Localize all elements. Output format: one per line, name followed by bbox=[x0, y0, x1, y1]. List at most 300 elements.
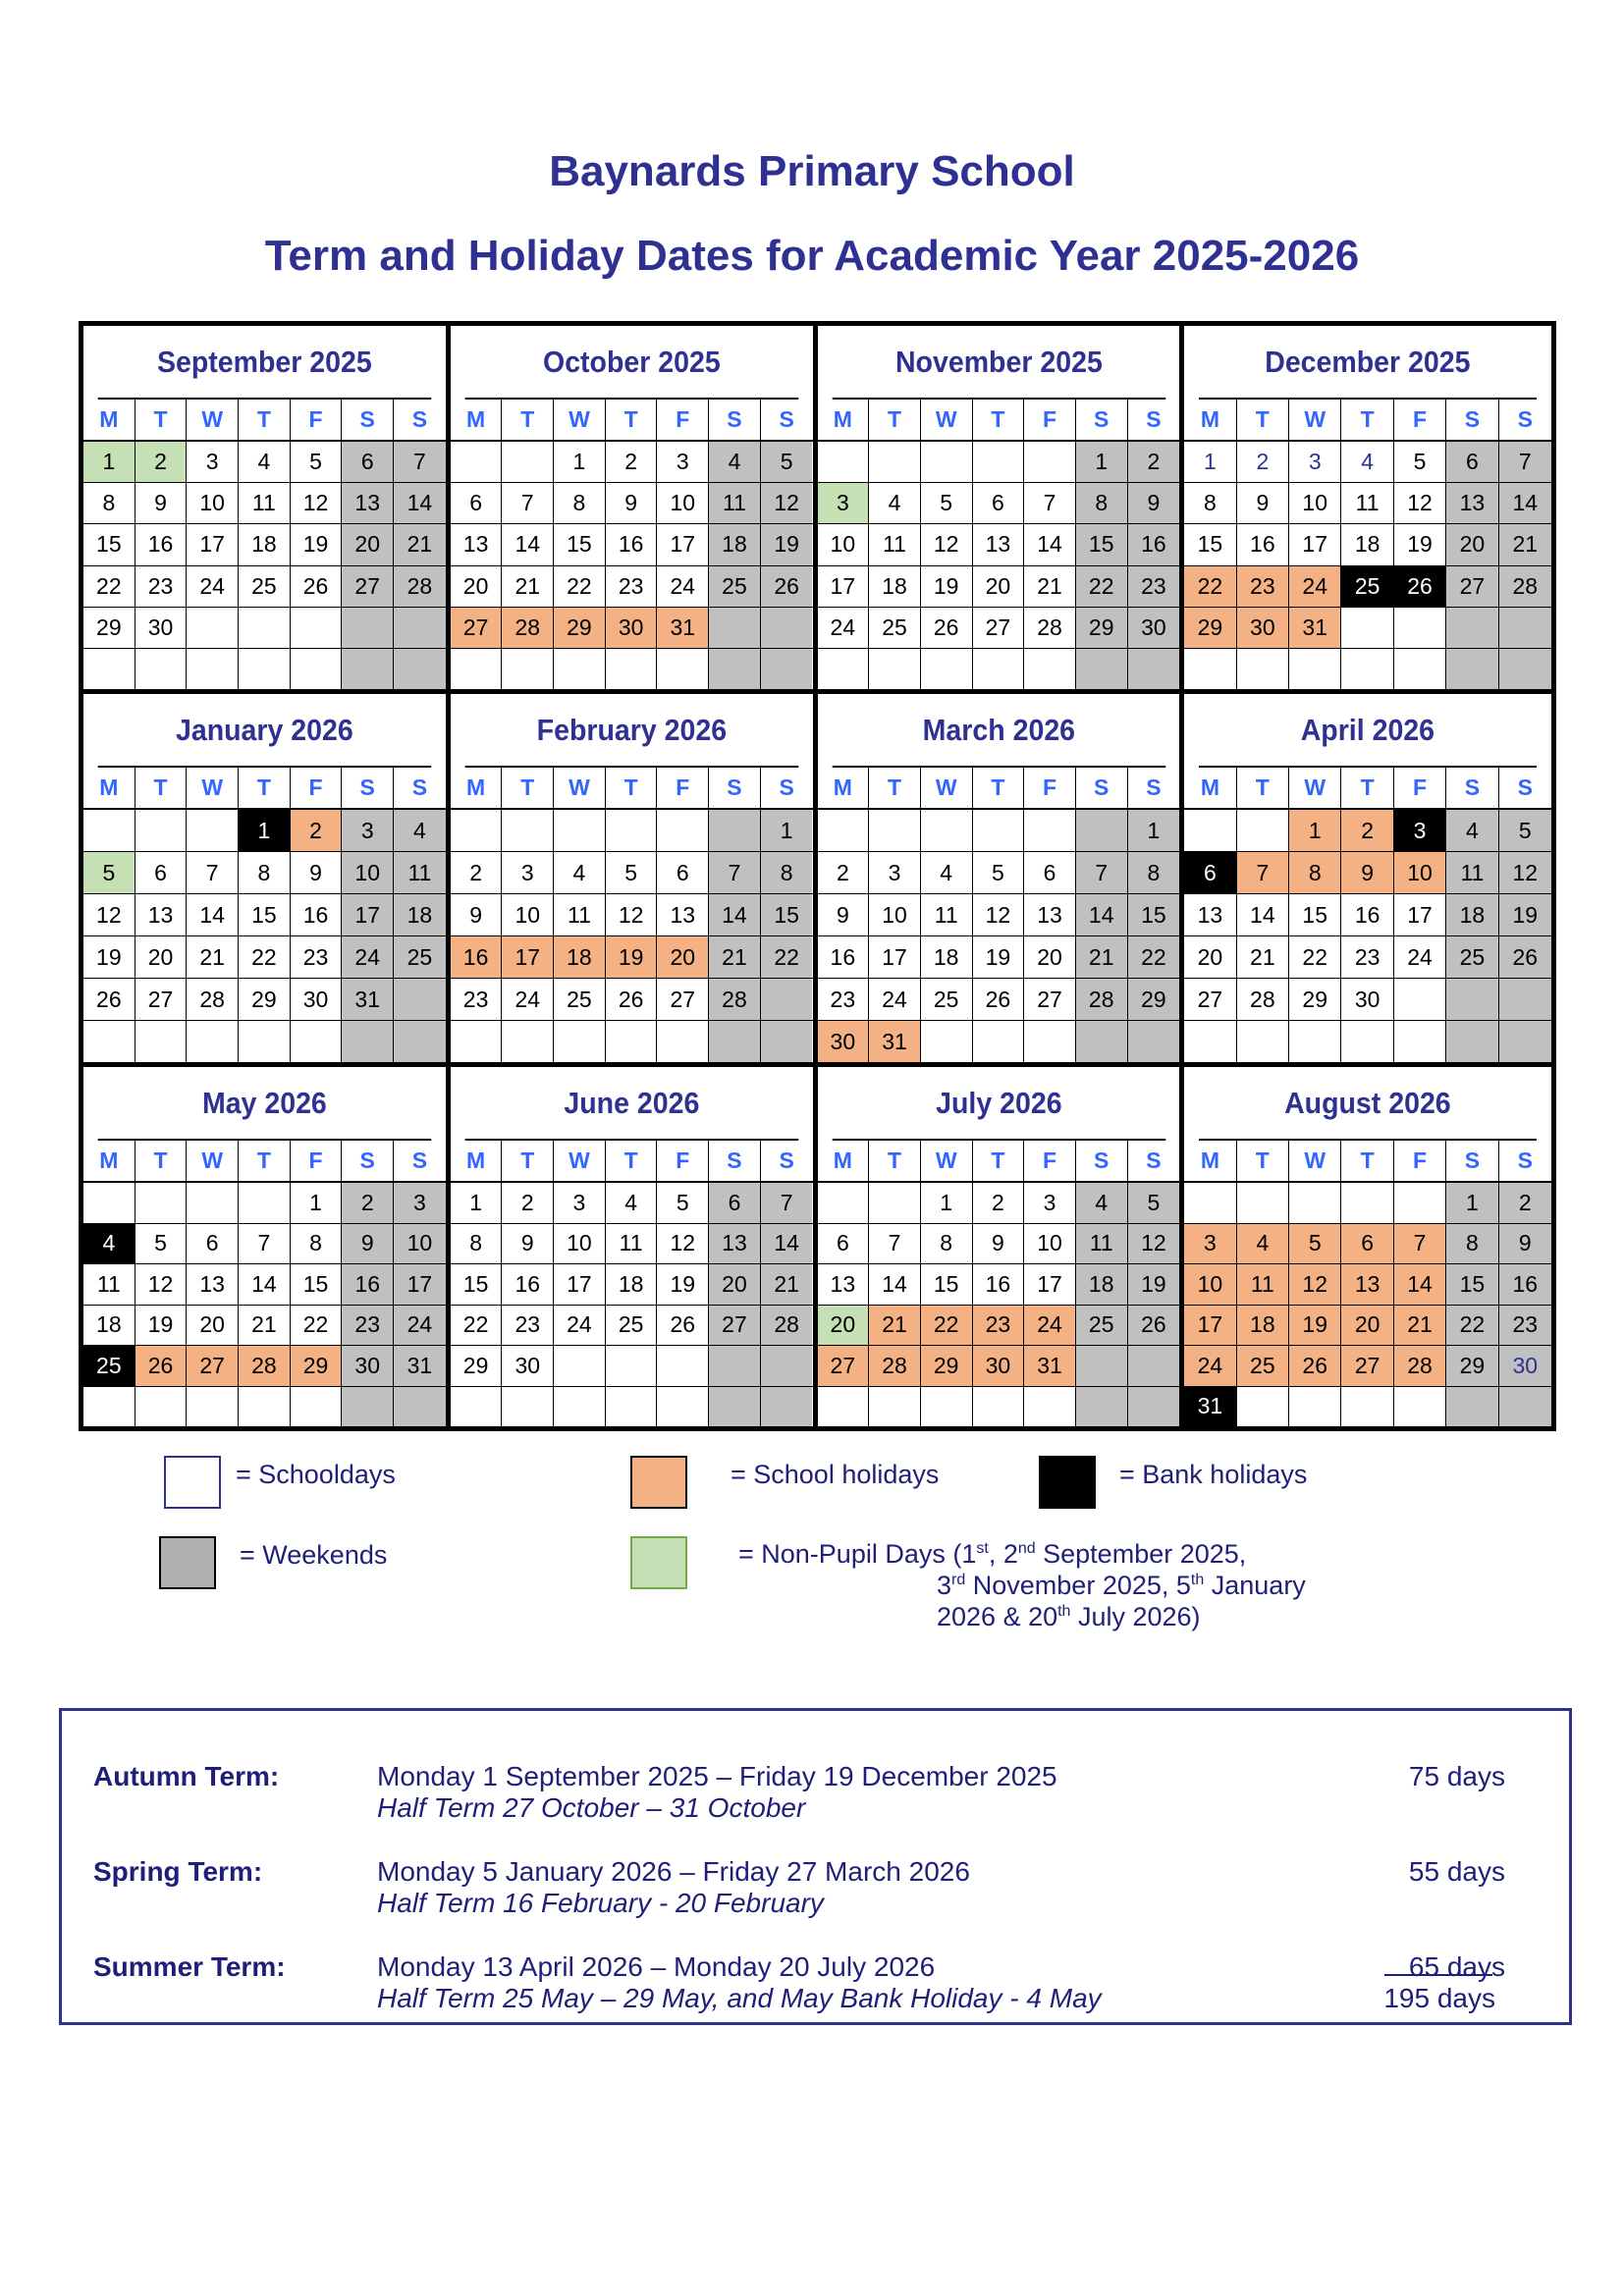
total-days: 195 days bbox=[1383, 1983, 1495, 2013]
week-row bbox=[818, 1387, 1180, 1427]
day-cell: 21 bbox=[239, 1306, 291, 1346]
day-cell bbox=[1446, 979, 1498, 1020]
day-cell: 13 bbox=[1446, 483, 1498, 523]
day-cell: 24 bbox=[869, 979, 921, 1020]
day-cell bbox=[1076, 649, 1128, 689]
day-cell: 14 bbox=[1024, 524, 1076, 564]
weekday-label: T bbox=[606, 400, 658, 440]
day-cell: 31 bbox=[1184, 1387, 1236, 1427]
day-cell: 11 bbox=[1237, 1264, 1289, 1305]
day-cell: 27 bbox=[1341, 1346, 1393, 1386]
day-cell: 16 bbox=[818, 936, 870, 978]
day-cell: 22 bbox=[1446, 1306, 1498, 1346]
day-cell: 3 bbox=[1289, 442, 1341, 482]
day-cell: 10 bbox=[657, 483, 709, 523]
day-cell bbox=[1394, 649, 1446, 689]
legend-holidays-swatch bbox=[630, 1456, 687, 1509]
day-cell: 20 bbox=[342, 524, 394, 564]
month-7 bbox=[1184, 694, 1551, 1067]
weekday-label: S bbox=[342, 1141, 394, 1181]
legend-weekends-swatch bbox=[159, 1536, 216, 1589]
day-cell: 9 bbox=[451, 894, 503, 935]
day-cell: 20 bbox=[818, 1306, 870, 1346]
day-cell: 17 bbox=[1394, 894, 1446, 935]
day-cell: 13 bbox=[187, 1264, 239, 1305]
day-cell: 10 bbox=[394, 1224, 446, 1264]
week-row bbox=[83, 936, 446, 979]
day-cell: 16 bbox=[291, 894, 343, 935]
day-cell: 23 bbox=[502, 1306, 554, 1346]
day-cell: 25 bbox=[1446, 936, 1498, 978]
week-row bbox=[1184, 608, 1551, 649]
day-cell bbox=[869, 1387, 921, 1427]
day-cell: 30 bbox=[342, 1346, 394, 1386]
day-cell: 17 bbox=[554, 1264, 606, 1305]
day-cell: 10 bbox=[1394, 852, 1446, 893]
day-cell: 16 bbox=[1128, 524, 1180, 564]
day-cell: 9 bbox=[973, 1224, 1025, 1264]
day-cell: 28 bbox=[394, 566, 446, 607]
day-cell: 13 bbox=[1024, 894, 1076, 935]
day-cell bbox=[1237, 649, 1289, 689]
day-cell bbox=[1237, 1387, 1289, 1427]
day-cell: 4 bbox=[239, 442, 291, 482]
day-cell: 5 bbox=[135, 1224, 188, 1264]
day-cell: 7 bbox=[1499, 442, 1551, 482]
day-cell bbox=[1394, 1021, 1446, 1062]
month-title: November 2025 bbox=[832, 326, 1164, 400]
day-cell: 16 bbox=[451, 936, 503, 978]
week-row bbox=[83, 1346, 446, 1387]
day-cell: 28 bbox=[502, 608, 554, 648]
day-cell: 3 bbox=[1024, 1183, 1076, 1223]
month-5 bbox=[451, 694, 818, 1067]
weekday-label: F bbox=[657, 400, 709, 440]
day-cell: 22 bbox=[451, 1306, 503, 1346]
weekday-header-row bbox=[1184, 400, 1551, 442]
day-cell: 26 bbox=[1394, 566, 1446, 607]
day-cell: 29 bbox=[1184, 608, 1236, 648]
week-row bbox=[451, 524, 813, 565]
day-cell: 2 bbox=[342, 1183, 394, 1223]
day-cell bbox=[1289, 1387, 1341, 1427]
weekday-label: T bbox=[1341, 400, 1393, 440]
weekday-label: W bbox=[1289, 1141, 1341, 1181]
day-cell: 1 bbox=[1184, 442, 1236, 482]
day-cell: 9 bbox=[1237, 483, 1289, 523]
weekday-label: W bbox=[921, 1141, 973, 1181]
day-cell: 17 bbox=[818, 566, 870, 607]
week-row bbox=[818, 1021, 1180, 1062]
day-cell bbox=[1128, 1021, 1180, 1062]
weekday-label: S bbox=[1446, 768, 1498, 808]
day-cell: 8 bbox=[1446, 1224, 1498, 1264]
day-cell: 29 bbox=[1128, 979, 1180, 1020]
weekday-label: S bbox=[1146, 774, 1162, 800]
day-cell: 26 bbox=[921, 608, 973, 648]
weekday-label: S bbox=[1517, 774, 1533, 800]
day-cell: 12 bbox=[657, 1224, 709, 1264]
day-cell: 21 bbox=[187, 936, 239, 978]
day-cell: 21 bbox=[869, 1306, 921, 1346]
week-row bbox=[451, 1224, 813, 1265]
day-cell: 26 bbox=[606, 979, 658, 1020]
week-row bbox=[451, 1183, 813, 1224]
weekday-label: F bbox=[1024, 400, 1076, 440]
day-cell: 16 bbox=[135, 524, 188, 564]
weekday-label: S bbox=[779, 774, 794, 800]
weekday-label: S bbox=[1146, 406, 1162, 432]
day-cell bbox=[1446, 1387, 1498, 1427]
day-cell: 15 bbox=[761, 894, 813, 935]
weekday-label: F bbox=[1024, 1141, 1076, 1181]
month-title: May 2026 bbox=[98, 1067, 431, 1141]
month-0 bbox=[83, 326, 451, 694]
day-cell: 19 bbox=[291, 524, 343, 564]
day-cell: 25 bbox=[606, 1306, 658, 1346]
week-row bbox=[1184, 483, 1551, 524]
day-cell: 16 bbox=[1237, 524, 1289, 564]
week-row bbox=[818, 483, 1180, 524]
term-half-term: Half Term 16 February - 20 February bbox=[377, 1888, 824, 1918]
weekday-label: T bbox=[1341, 1141, 1393, 1181]
weekday-label: T bbox=[973, 1141, 1025, 1181]
day-cell: 26 bbox=[973, 979, 1025, 1020]
day-cell: 6 bbox=[187, 1224, 239, 1264]
weekday-header-row bbox=[818, 1141, 1180, 1183]
day-cell bbox=[554, 1021, 606, 1062]
week-row bbox=[1184, 810, 1551, 852]
legend-bank-holidays-label: = Bank holidays bbox=[1119, 1460, 1308, 1489]
day-cell bbox=[451, 442, 503, 482]
week-row bbox=[451, 442, 813, 483]
day-cell: 14 bbox=[761, 1224, 813, 1264]
day-cell: 2 bbox=[1341, 810, 1393, 851]
legend-weekends-label: = Weekends bbox=[240, 1540, 388, 1570]
day-cell: 18 bbox=[1341, 524, 1393, 564]
weekday-header-row bbox=[1184, 768, 1551, 810]
day-cell: 11 bbox=[554, 894, 606, 935]
weekday-label: M bbox=[818, 400, 870, 440]
day-cell: 11 bbox=[83, 1264, 135, 1305]
day-cell bbox=[394, 608, 446, 648]
weekday-label: S bbox=[779, 1148, 794, 1173]
day-cell: 21 bbox=[1076, 936, 1128, 978]
weekday-label: F bbox=[291, 1141, 343, 1181]
day-cell: 8 bbox=[1184, 483, 1236, 523]
day-cell: 20 bbox=[1024, 936, 1076, 978]
day-cell bbox=[709, 1346, 761, 1386]
day-cell: 24 bbox=[342, 936, 394, 978]
day-cell bbox=[291, 1387, 343, 1427]
day-cell: 19 bbox=[83, 936, 135, 978]
day-cell: 10 bbox=[342, 852, 394, 893]
day-cell bbox=[451, 1387, 503, 1427]
day-cell: 3 bbox=[502, 852, 554, 893]
day-cell bbox=[657, 649, 709, 689]
day-cell: 15 bbox=[1289, 894, 1341, 935]
day-cell: 7 bbox=[1237, 852, 1289, 893]
day-cell: 31 bbox=[1024, 1346, 1076, 1386]
day-cell: 29 bbox=[291, 1346, 343, 1386]
day-cell bbox=[135, 810, 188, 851]
weekday-label: S bbox=[1146, 1148, 1162, 1173]
day-cell: 4 bbox=[554, 852, 606, 893]
weekday-label: T bbox=[869, 1141, 921, 1181]
day-cell bbox=[1076, 1346, 1128, 1386]
day-cell: 1 bbox=[1128, 810, 1180, 851]
day-cell bbox=[239, 1021, 291, 1062]
day-cell: 23 bbox=[135, 566, 188, 607]
day-cell: 10 bbox=[187, 483, 239, 523]
day-cell: 20 bbox=[973, 566, 1025, 607]
term-summary-box bbox=[59, 1708, 1572, 2025]
weekday-header-row bbox=[451, 1141, 813, 1183]
day-cell: 17 bbox=[869, 936, 921, 978]
day-cell bbox=[818, 810, 870, 851]
day-cell bbox=[1237, 1183, 1289, 1223]
day-cell: 20 bbox=[187, 1306, 239, 1346]
day-cell bbox=[709, 810, 761, 851]
day-cell: 3 bbox=[187, 442, 239, 482]
day-cell: 18 bbox=[921, 936, 973, 978]
day-cell: 31 bbox=[1289, 608, 1341, 648]
term-dates: Monday 1 September 2025 – Friday 19 December 2025 bbox=[377, 1761, 1057, 1791]
day-cell: 26 bbox=[1289, 1346, 1341, 1386]
day-cell: 22 bbox=[239, 936, 291, 978]
month-title: March 2026 bbox=[832, 694, 1164, 768]
day-cell bbox=[1341, 649, 1393, 689]
day-cell: 3 bbox=[818, 483, 870, 523]
day-cell bbox=[921, 442, 973, 482]
weekday-label: S bbox=[342, 400, 394, 440]
day-cell bbox=[657, 1387, 709, 1427]
day-cell: 6 bbox=[973, 483, 1025, 523]
day-cell: 27 bbox=[657, 979, 709, 1020]
day-cell: 18 bbox=[1237, 1306, 1289, 1346]
day-cell bbox=[1024, 442, 1076, 482]
day-cell: 9 bbox=[291, 852, 343, 893]
day-cell: 13 bbox=[973, 524, 1025, 564]
week-row bbox=[1184, 1183, 1551, 1224]
day-cell: 18 bbox=[554, 936, 606, 978]
day-cell: 5 bbox=[973, 852, 1025, 893]
week-row bbox=[818, 566, 1180, 608]
day-cell: 9 bbox=[502, 1224, 554, 1264]
weekday-label: T bbox=[869, 768, 921, 808]
week-row bbox=[83, 442, 446, 483]
day-cell: 22 bbox=[554, 566, 606, 607]
day-cell: 12 bbox=[83, 894, 135, 935]
day-cell bbox=[1394, 979, 1446, 1020]
day-cell: 8 bbox=[451, 1224, 503, 1264]
weekday-header-row bbox=[451, 400, 813, 442]
day-cell: 14 bbox=[1394, 1264, 1446, 1305]
day-cell: 23 bbox=[606, 566, 658, 607]
day-cell bbox=[342, 649, 394, 689]
legend-non-pupil-swatch bbox=[630, 1536, 687, 1589]
weekday-label: T bbox=[135, 400, 188, 440]
day-cell: 6 bbox=[135, 852, 188, 893]
day-cell: 17 bbox=[657, 524, 709, 564]
weekday-label: T bbox=[606, 1141, 658, 1181]
day-cell: 4 bbox=[1341, 442, 1393, 482]
week-row bbox=[818, 524, 1180, 565]
week-row bbox=[1184, 649, 1551, 689]
day-cell: 17 bbox=[502, 936, 554, 978]
day-cell: 19 bbox=[1499, 894, 1551, 935]
day-cell: 22 bbox=[1076, 566, 1128, 607]
day-cell: 4 bbox=[921, 852, 973, 893]
weekday-header-row bbox=[818, 768, 1180, 810]
day-cell: 7 bbox=[869, 1224, 921, 1264]
week-row bbox=[818, 442, 1180, 483]
day-cell bbox=[1128, 649, 1180, 689]
week-row bbox=[83, 608, 446, 649]
day-cell: 24 bbox=[657, 566, 709, 607]
day-cell: 10 bbox=[1184, 1264, 1236, 1305]
day-cell: 5 bbox=[921, 483, 973, 523]
day-cell: 2 bbox=[606, 442, 658, 482]
day-cell bbox=[1184, 649, 1236, 689]
week-row bbox=[1184, 979, 1551, 1021]
day-cell: 23 bbox=[973, 1306, 1025, 1346]
day-cell bbox=[239, 649, 291, 689]
day-cell bbox=[342, 1387, 394, 1427]
day-cell bbox=[1446, 649, 1498, 689]
weekday-label: T bbox=[1341, 768, 1393, 808]
week-row bbox=[818, 894, 1180, 936]
day-cell: 11 bbox=[394, 852, 446, 893]
day-cell: 30 bbox=[1237, 608, 1289, 648]
day-cell: 10 bbox=[818, 524, 870, 564]
day-cell: 27 bbox=[973, 608, 1025, 648]
day-cell: 24 bbox=[1184, 1346, 1236, 1386]
weekday-label: F bbox=[1394, 400, 1446, 440]
month-8 bbox=[83, 1067, 451, 1426]
day-cell: 6 bbox=[1341, 1224, 1393, 1264]
day-cell: 30 bbox=[973, 1346, 1025, 1386]
day-cell bbox=[761, 979, 813, 1020]
page-subtitle: Term and Holiday Dates for Academic Year 2025-2026 bbox=[264, 232, 1360, 280]
day-cell: 27 bbox=[1024, 979, 1076, 1020]
day-cell: 12 bbox=[1394, 483, 1446, 523]
weekday-label: M bbox=[83, 400, 135, 440]
day-cell bbox=[291, 649, 343, 689]
week-row bbox=[451, 1346, 813, 1387]
day-cell: 16 bbox=[342, 1264, 394, 1305]
day-cell: 6 bbox=[451, 483, 503, 523]
week-row bbox=[818, 936, 1180, 979]
day-cell bbox=[1024, 810, 1076, 851]
day-cell: 2 bbox=[1499, 1183, 1551, 1223]
day-cell bbox=[394, 1021, 446, 1062]
day-cell: 7 bbox=[1024, 483, 1076, 523]
term-dates: Monday 5 January 2026 – Friday 27 March 2026 bbox=[377, 1856, 970, 1887]
month-6 bbox=[818, 694, 1185, 1067]
day-cell: 6 bbox=[1446, 442, 1498, 482]
day-cell: 1 bbox=[1076, 442, 1128, 482]
day-cell bbox=[1128, 1387, 1180, 1427]
day-cell bbox=[1341, 1183, 1393, 1223]
day-cell bbox=[1237, 810, 1289, 851]
week-row bbox=[1184, 442, 1551, 483]
day-cell: 26 bbox=[761, 566, 813, 607]
day-cell: 18 bbox=[709, 524, 761, 564]
day-cell bbox=[657, 1346, 709, 1386]
day-cell: 3 bbox=[394, 1183, 446, 1223]
day-cell: 26 bbox=[83, 979, 135, 1020]
day-cell: 29 bbox=[83, 608, 135, 648]
day-cell bbox=[709, 608, 761, 648]
day-cell: 23 bbox=[291, 936, 343, 978]
term-name: Summer Term: bbox=[93, 1951, 286, 1982]
weekday-label: M bbox=[83, 1141, 135, 1181]
week-row bbox=[1184, 524, 1551, 565]
day-cell bbox=[502, 1387, 554, 1427]
day-cell: 3 bbox=[1184, 1224, 1236, 1264]
weekday-label: F bbox=[1394, 1141, 1446, 1181]
legend-schooldays-label: = Schooldays bbox=[236, 1460, 396, 1489]
day-cell: 26 bbox=[1128, 1306, 1180, 1346]
weekday-label: T bbox=[502, 400, 554, 440]
day-cell: 13 bbox=[657, 894, 709, 935]
day-cell: 30 bbox=[1128, 608, 1180, 648]
day-cell: 4 bbox=[1446, 810, 1498, 851]
weekday-label: T bbox=[973, 400, 1025, 440]
day-cell bbox=[1446, 608, 1498, 648]
day-cell: 27 bbox=[1446, 566, 1498, 607]
day-cell bbox=[818, 442, 870, 482]
day-cell: 25 bbox=[921, 979, 973, 1020]
day-cell bbox=[657, 810, 709, 851]
day-cell bbox=[83, 649, 135, 689]
weekday-label: F bbox=[657, 768, 709, 808]
weekday-label: T bbox=[135, 768, 188, 808]
day-cell: 2 bbox=[291, 810, 343, 851]
day-cell: 28 bbox=[239, 1346, 291, 1386]
year-calendar bbox=[79, 321, 1556, 1431]
day-cell: 25 bbox=[1076, 1306, 1128, 1346]
day-cell: 8 bbox=[83, 483, 135, 523]
day-cell: 1 bbox=[1446, 1183, 1498, 1223]
weekday-label: W bbox=[1289, 400, 1341, 440]
weekday-label: T bbox=[1237, 400, 1289, 440]
day-cell bbox=[135, 1387, 188, 1427]
day-cell bbox=[394, 979, 446, 1020]
weekday-label: W bbox=[554, 1141, 606, 1181]
day-cell: 26 bbox=[135, 1346, 188, 1386]
day-cell: 1 bbox=[83, 442, 135, 482]
day-cell bbox=[554, 1387, 606, 1427]
month-title: July 2026 bbox=[832, 1067, 1164, 1141]
day-cell bbox=[554, 649, 606, 689]
day-cell: 24 bbox=[1394, 936, 1446, 978]
week-row bbox=[451, 852, 813, 894]
month-3 bbox=[1184, 326, 1551, 694]
weekday-label: T bbox=[1237, 1141, 1289, 1181]
day-cell: 27 bbox=[818, 1346, 870, 1386]
day-cell bbox=[451, 1021, 503, 1062]
day-cell: 5 bbox=[1499, 810, 1551, 851]
day-cell bbox=[239, 608, 291, 648]
legend-holidays-label: = School holidays bbox=[731, 1460, 940, 1489]
day-cell: 9 bbox=[606, 483, 658, 523]
day-cell: 28 bbox=[869, 1346, 921, 1386]
weekday-label: W bbox=[1289, 768, 1341, 808]
weekday-label: M bbox=[1184, 400, 1236, 440]
day-cell: 31 bbox=[657, 608, 709, 648]
